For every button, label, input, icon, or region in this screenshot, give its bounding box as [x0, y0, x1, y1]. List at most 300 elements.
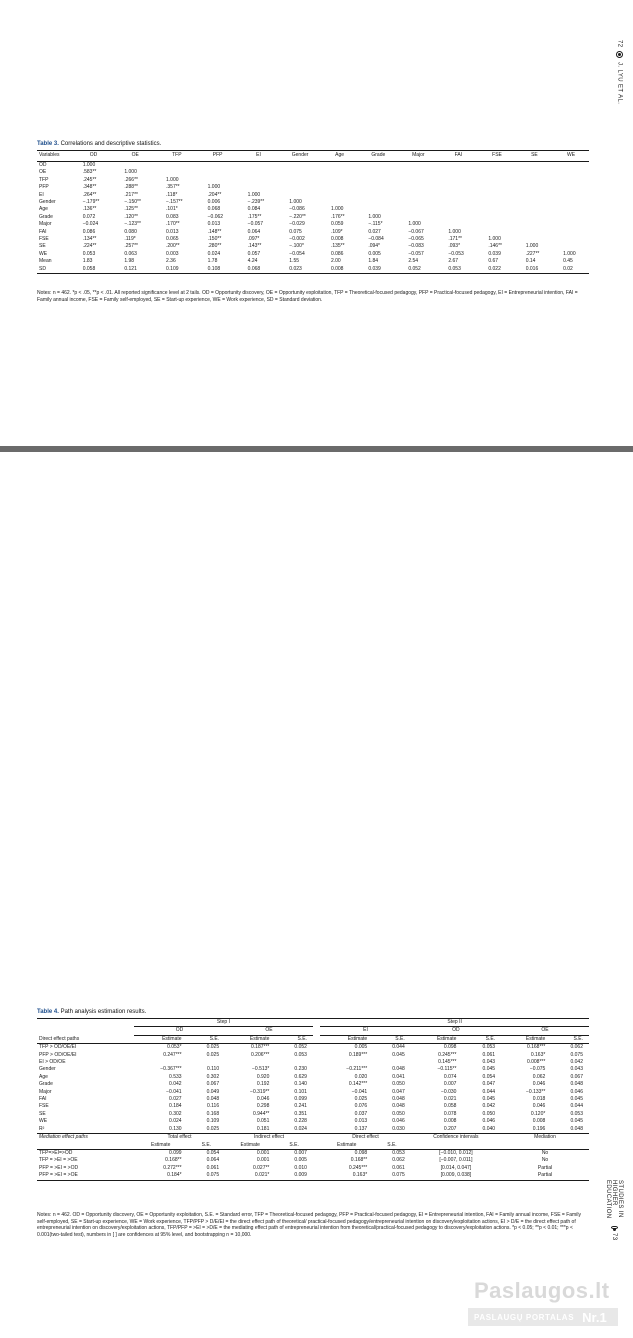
table-cell: 1.000	[166, 176, 179, 183]
table-cell	[553, 177, 589, 184]
table-cell: .257**	[124, 243, 138, 250]
table3-title: Correlations and descriptive statistics.	[60, 141, 162, 147]
table-row	[37, 206, 589, 213]
table-cell: .125**	[124, 206, 138, 213]
table-cell: 0.098	[443, 1044, 457, 1051]
table-cell	[321, 177, 358, 184]
table-cell: 0.048	[392, 1066, 405, 1073]
table-cell: 0.272***	[163, 1164, 182, 1171]
table-cell: 0.003	[166, 250, 179, 257]
table-cell: 0.010	[294, 1164, 307, 1171]
spacer-cell	[313, 1111, 320, 1118]
table-cell: 0.302	[169, 1110, 182, 1117]
table-cell: 0.051	[256, 1118, 270, 1125]
table-cell: 0.245***	[438, 1051, 457, 1058]
spacer-cell	[313, 1074, 320, 1081]
table-cell: 1.000	[448, 228, 461, 235]
table3-col-header: OE	[114, 151, 156, 162]
table-cell: 0.084	[247, 206, 261, 213]
table-cell: 1.78	[207, 258, 218, 265]
table-row	[37, 258, 589, 265]
table-cell: 0.025	[354, 1096, 368, 1103]
mediation-paths-header: Mediation effect paths	[37, 1134, 134, 1142]
table-cell: .119*	[124, 236, 136, 243]
table-cell	[516, 214, 553, 221]
indirect-effect-header: Indirect effect	[225, 1134, 313, 1142]
table-cell: −0.041	[351, 1088, 368, 1095]
table-cell: 0.099	[294, 1096, 307, 1103]
table-cell: 0.009	[275, 1172, 313, 1180]
table-cell: [0.014, 0.047]	[440, 1164, 472, 1171]
table-cell: .118*	[166, 191, 178, 198]
table-cell: 0.063	[124, 250, 137, 257]
table-cell: 0.045	[392, 1051, 405, 1058]
table-cell: 0.059	[330, 221, 344, 228]
table-cell: 0.049	[206, 1088, 220, 1095]
table-cell	[238, 169, 280, 176]
table-cell: 0.140	[294, 1081, 307, 1088]
table-cell	[478, 229, 515, 236]
table-cell: 1.000	[207, 184, 221, 191]
table-cell	[516, 206, 553, 213]
table-cell: 0.048	[392, 1096, 405, 1103]
table-cell: 0.052	[398, 266, 438, 274]
row-label: FSE	[39, 1103, 49, 1110]
table-cell: −0.030	[440, 1088, 457, 1095]
spacer-cell	[313, 1165, 320, 1172]
table-cell: 0.044	[392, 1044, 405, 1051]
table-cell: 0.047	[392, 1088, 405, 1095]
table-cell	[478, 169, 515, 176]
table-cell	[156, 162, 198, 170]
row-label: TFP=>EI=>OD	[39, 1149, 73, 1156]
table-cell: −0.086	[289, 206, 305, 213]
table-cell: 0.074	[443, 1073, 457, 1080]
table-cell: 0.043	[570, 1066, 583, 1073]
table-cell	[225, 1059, 275, 1066]
table-row	[37, 236, 589, 243]
table-cell: Partial	[537, 1164, 553, 1171]
table-cell: −.150**	[124, 199, 141, 206]
table-cell	[553, 236, 589, 243]
row-label: FAI	[39, 228, 47, 235]
confidence-intervals-header: Confidence intervals	[411, 1134, 501, 1142]
table-cell: 0.168**	[350, 1157, 368, 1164]
table-cell: 0.053	[438, 266, 478, 274]
table4-col-header: S.E.	[551, 1035, 589, 1043]
row-label: Mean	[39, 258, 52, 265]
table-cell: −.123**	[124, 221, 141, 228]
table-cell: 0.039	[488, 250, 501, 257]
table-cell	[478, 199, 515, 206]
table-cell	[516, 162, 553, 170]
table-cell: 0.086	[330, 250, 344, 257]
table-cell: 0.298	[256, 1103, 270, 1110]
table4-col-header: Direct effect paths	[37, 1035, 134, 1043]
table-cell	[279, 177, 321, 184]
table3-col-header: Gender	[279, 151, 321, 162]
page-number: 73	[611, 1233, 617, 1241]
table-cell: 1.55	[289, 258, 300, 265]
table-cell: .097*	[247, 236, 260, 243]
table3-label: Table 3.	[37, 141, 59, 147]
table3-col-header: SE	[516, 151, 553, 162]
sub-estimate: Estimate	[320, 1142, 373, 1150]
table-cell: 0.181	[256, 1125, 270, 1132]
table-cell: 0.018	[532, 1096, 546, 1103]
step1-label: Step I	[134, 1019, 313, 1027]
table-cell	[516, 236, 553, 243]
table-cell: −0.075	[529, 1066, 546, 1073]
table-cell: 0.045	[482, 1066, 496, 1073]
table-cell: 0.043	[482, 1059, 496, 1066]
table-cell: 0.050	[392, 1110, 405, 1117]
table-cell: −.220**	[289, 213, 306, 220]
table-cell: 0.052	[294, 1044, 307, 1051]
spacer-cell	[313, 1118, 320, 1125]
column-header-row	[37, 1035, 589, 1043]
table-cell: 0.061	[392, 1164, 405, 1171]
table-cell: 0.048	[570, 1125, 583, 1132]
table-cell: 0.067	[206, 1081, 220, 1088]
table-cell: 0.041	[392, 1073, 405, 1080]
table-cell	[398, 192, 438, 199]
table-cell: 0.046	[570, 1088, 583, 1095]
group-ei: EI	[320, 1027, 411, 1035]
row-label: PFP > OD/OE/EI	[39, 1051, 77, 1058]
table-cell: 0.001	[256, 1157, 270, 1164]
mediation-row	[37, 1157, 589, 1164]
table-cell	[438, 221, 478, 228]
spacer-cell	[313, 1103, 320, 1110]
table-cell: −0.115**	[437, 1066, 457, 1073]
table-cell	[398, 199, 438, 206]
spacer-cell	[313, 1157, 320, 1164]
table-cell: 0.533	[169, 1073, 182, 1080]
table-cell: 0.45	[563, 258, 573, 265]
table-cell: .146**	[488, 243, 502, 250]
table-cell	[358, 199, 398, 206]
table-cell: 1.98	[124, 258, 135, 265]
table-cell: 0.054	[206, 1149, 220, 1156]
table-cell: 0.14	[525, 258, 536, 265]
table-cell	[438, 184, 478, 191]
table-cell: 0.039	[358, 266, 398, 274]
table-cell: 0.944**	[252, 1110, 270, 1117]
table-cell	[553, 184, 589, 191]
table-cell	[553, 169, 589, 176]
table-cell	[279, 192, 321, 199]
row-label: OE	[39, 169, 47, 176]
table-row	[37, 1074, 589, 1081]
table-row	[37, 184, 589, 191]
table3-col-header: TFP	[156, 151, 198, 162]
table-cell: 1.000	[525, 243, 539, 250]
table-cell	[134, 1059, 188, 1066]
table-cell: 0.099	[169, 1149, 182, 1156]
table-row	[37, 1111, 589, 1118]
table-cell: 1.000	[289, 199, 302, 206]
table-cell	[238, 162, 280, 170]
table-row	[37, 162, 589, 170]
table-cell	[358, 206, 398, 213]
table-cell: .134**	[82, 236, 97, 243]
table-cell: 0.044	[482, 1088, 496, 1095]
table-cell: Partial	[501, 1172, 589, 1180]
table4-notes: Notes: n = 462. OD = Opportunity discovery, OE = Opportunity exploitation, S.E. = Standard error, TFP = Theoretical-focused pedagogy, PFP = Practical-focused pedagogy, EI = Entrepreneurial intention, FAI = Family annual income, FSE = Family self-employed, SE = Start-up experience, WE = Work experience, TFP/PFP > D/E/EI = the direct effect path of theoretical/ practical-focused pedagogy/entrepreneurial intention on discovery/exploitation actions, EI > D/E = the direct effect path of entrepreneurial intention on discovery/exploitation actions, TFP/PFP = >EI = >D/E = the mediating effect path of entrepreneurial intention from theoretical/practical-focused pedagogy to discovery/exploitation actions. *p < 0.05; **p < 0.01; ***p < 0.001(two-tailed test), numbers in [ ] are confidences at 95% level, and bootstrapping n = 10,000.	[37, 1212, 581, 1238]
mediation-header: Mediation	[501, 1134, 589, 1142]
table-cell: 0.067	[570, 1073, 583, 1080]
table-cell: 4.24	[247, 258, 258, 265]
table-cell: 0.163*	[530, 1051, 546, 1058]
table-cell: −0.053	[448, 250, 464, 257]
table-cell: 0.207	[443, 1125, 457, 1132]
table-cell: 0.061	[482, 1051, 496, 1058]
table-cell: 0.008	[443, 1118, 457, 1125]
table-cell	[279, 169, 321, 176]
table-cell	[478, 184, 515, 191]
table-cell	[398, 169, 438, 176]
table-cell: −0.024	[82, 221, 99, 228]
table-cell: 0.045	[482, 1096, 496, 1103]
row-label: Age	[39, 206, 48, 213]
table-cell	[321, 199, 358, 206]
table-cell: 0.109	[156, 266, 198, 274]
group-oe-1: OE	[225, 1027, 313, 1035]
table3-header-row	[37, 151, 589, 162]
table-cell: No	[541, 1149, 549, 1156]
table-cell: .200**	[166, 243, 180, 250]
table-cell: 0.048	[206, 1096, 220, 1103]
table-cell: 0.053	[482, 1044, 496, 1051]
table-cell: [−0.010, 0.012]	[439, 1149, 473, 1156]
spacer-cell	[313, 1035, 320, 1043]
table-cell: 0.163*	[320, 1172, 373, 1180]
table-cell: −0.002	[289, 236, 305, 243]
table-cell: 0.044	[570, 1103, 583, 1110]
table-cell	[156, 169, 198, 176]
table-cell: 0.024	[169, 1118, 182, 1125]
table-cell: −.179**	[82, 199, 100, 206]
table-cell: .204**	[207, 191, 222, 198]
row-label: Major	[39, 221, 52, 228]
path-analysis-table	[37, 1018, 589, 1181]
table-row	[37, 251, 589, 258]
row-label: TFP = >EI = >OE	[39, 1157, 78, 1164]
mediation-subheader-row	[37, 1142, 589, 1150]
table-cell: .357**	[166, 184, 180, 191]
table-cell: −0.041	[166, 1088, 182, 1095]
table-row	[37, 266, 589, 274]
row-label: Grade	[39, 1081, 53, 1088]
table-cell: 0.121	[114, 266, 156, 274]
table-cell: 0.057	[247, 250, 261, 257]
table3-caption	[37, 141, 161, 147]
table-cell	[553, 221, 589, 228]
table-cell	[516, 221, 553, 228]
table-cell: .136**	[82, 206, 97, 213]
table-cell: 0.047	[482, 1081, 496, 1088]
table-cell: 0.116	[206, 1103, 220, 1110]
spacer-cell	[313, 1059, 320, 1066]
table-cell	[198, 177, 238, 184]
journal-logo-icon	[611, 1226, 618, 1230]
spacer-cell	[313, 1126, 320, 1134]
table-cell: 1.000	[368, 213, 381, 220]
spacer-cell	[313, 1172, 320, 1180]
table-cell: −0.054	[289, 250, 305, 257]
table3-col-header: Age	[321, 151, 358, 162]
table-cell: 0.053	[570, 1110, 583, 1117]
table-cell: 0.080	[124, 228, 137, 235]
table3-col-header: OD	[73, 151, 115, 162]
table-cell: .227**	[525, 250, 540, 257]
table-cell: 0.025	[206, 1125, 220, 1132]
table-cell: 1.000	[488, 236, 501, 243]
table-cell	[553, 229, 589, 236]
table-cell: .224**	[82, 243, 97, 250]
row-label: SE	[39, 1110, 46, 1117]
watermark-subtitle: PASLAUGŲ PORTALAS	[474, 1312, 575, 1322]
table-cell: 0.062	[532, 1073, 546, 1080]
table-cell: 2.54	[408, 258, 419, 265]
table-cell: −.100*	[289, 243, 304, 250]
table-row	[37, 214, 589, 221]
table-row	[37, 1052, 589, 1059]
table-cell: 0.058	[73, 266, 115, 274]
table4-col-header: S.E.	[373, 1035, 411, 1043]
table-row	[37, 1044, 589, 1052]
table3-col-header: EI	[238, 151, 280, 162]
table-row	[37, 243, 589, 250]
table-cell: 0.048	[392, 1103, 405, 1110]
group-header-row	[37, 1027, 589, 1035]
table4-col-header: S.E.	[462, 1035, 501, 1043]
table4-col-header: Estimate	[320, 1035, 373, 1043]
table-cell: .148**	[207, 228, 222, 235]
spacer-cell	[313, 1081, 320, 1088]
table-cell: .143**	[247, 243, 262, 250]
table3-col-header: FSE	[478, 151, 515, 162]
table3-col-header: Variables	[37, 151, 73, 162]
table-cell: −.115*	[368, 221, 383, 228]
table-cell: 0.040	[482, 1125, 496, 1132]
table-cell: 0.024	[207, 250, 221, 257]
total-effect-header: Total effect	[134, 1134, 225, 1142]
table-cell: 0.046	[532, 1081, 546, 1088]
table-cell: 0.007	[443, 1081, 457, 1088]
group-od-2: OD	[411, 1027, 501, 1035]
table-cell	[198, 169, 238, 176]
table-cell	[398, 214, 438, 221]
table-cell: 0.206***	[251, 1051, 270, 1058]
table-cell	[198, 162, 238, 170]
table-cell	[478, 162, 515, 170]
table-cell: 0.168	[206, 1110, 220, 1117]
table-cell: 0.302	[206, 1073, 220, 1080]
table-cell	[358, 184, 398, 191]
table-cell: 0.050	[482, 1110, 496, 1117]
table-cell	[553, 206, 589, 213]
table-cell: 0.042	[482, 1103, 496, 1110]
table-cell: 0.241	[294, 1103, 307, 1110]
table-cell: 0.027**	[252, 1164, 270, 1171]
table-cell	[398, 162, 438, 170]
table-cell: 0.001	[256, 1149, 270, 1156]
table-cell: 0.024	[294, 1125, 307, 1132]
table-cell: −0.084	[368, 236, 384, 243]
table-cell: 0.064	[247, 228, 261, 235]
table-cell	[188, 1059, 226, 1066]
table-cell: 0.005	[294, 1157, 307, 1164]
table4-label: Table 4.	[37, 1009, 59, 1015]
table-cell: 0.064	[206, 1157, 220, 1164]
table-cell: 0.196	[532, 1125, 546, 1132]
table-cell: 0.030	[392, 1125, 405, 1132]
spacer-cell	[313, 1044, 320, 1052]
row-label: Major	[39, 1088, 52, 1095]
table-cell: 0.050	[392, 1081, 405, 1088]
table-cell: .120**	[124, 213, 138, 220]
table-cell: 0.086	[82, 228, 96, 235]
table-cell: 0.046	[392, 1118, 405, 1125]
table-cell: 0.120*	[530, 1110, 546, 1117]
page-number: 72	[616, 40, 623, 48]
table-cell: 0.075	[373, 1172, 411, 1180]
table-cell: −.239**	[247, 199, 265, 206]
table-cell: 0.025	[206, 1044, 220, 1051]
row-label: TFP	[39, 176, 49, 183]
table-cell: 1.000	[82, 162, 96, 168]
table-cell: 0.110	[206, 1066, 220, 1073]
table-row	[37, 1118, 589, 1125]
table-cell: 0.137	[354, 1125, 368, 1132]
table-cell: 0.008	[330, 236, 344, 243]
table-cell: 0.189***	[348, 1051, 368, 1058]
table-cell: −0.067	[408, 228, 424, 235]
table-cell: 0.02	[553, 266, 589, 274]
table-cell: 0.101	[294, 1088, 307, 1095]
sub-se: S.E.	[275, 1142, 313, 1150]
table-cell: .101*	[166, 206, 178, 213]
table-cell: 0.076	[354, 1103, 368, 1110]
table-cell: 0.005	[354, 1044, 368, 1051]
row-label: PFP	[39, 184, 49, 191]
table-cell: −0.029	[289, 221, 305, 228]
table-cell	[478, 192, 515, 199]
row-label: Gender	[39, 199, 56, 206]
table-cell	[516, 199, 553, 206]
direct-effect-header: Direct effect	[320, 1134, 411, 1142]
table-row	[37, 1066, 589, 1073]
table-cell: 0.068	[238, 266, 280, 274]
table-cell: .150**	[207, 236, 222, 243]
table-cell	[553, 192, 589, 199]
page-73	[0, 452, 633, 1325]
table3-col-header: Grade	[358, 151, 398, 162]
table-cell: 0.078	[443, 1110, 457, 1117]
table-row	[37, 229, 589, 236]
table4-col-header: Estimate	[225, 1035, 275, 1043]
table-cell	[238, 184, 280, 191]
table-cell: 1.000	[247, 191, 261, 198]
table-cell: .094*	[368, 243, 380, 250]
table-cell: .583**	[82, 169, 97, 176]
row-label: PFP = >EI = >OD	[39, 1164, 79, 1171]
spacer-cell	[313, 1089, 320, 1096]
table-cell: 0.005	[368, 250, 381, 257]
table-cell	[358, 162, 398, 170]
